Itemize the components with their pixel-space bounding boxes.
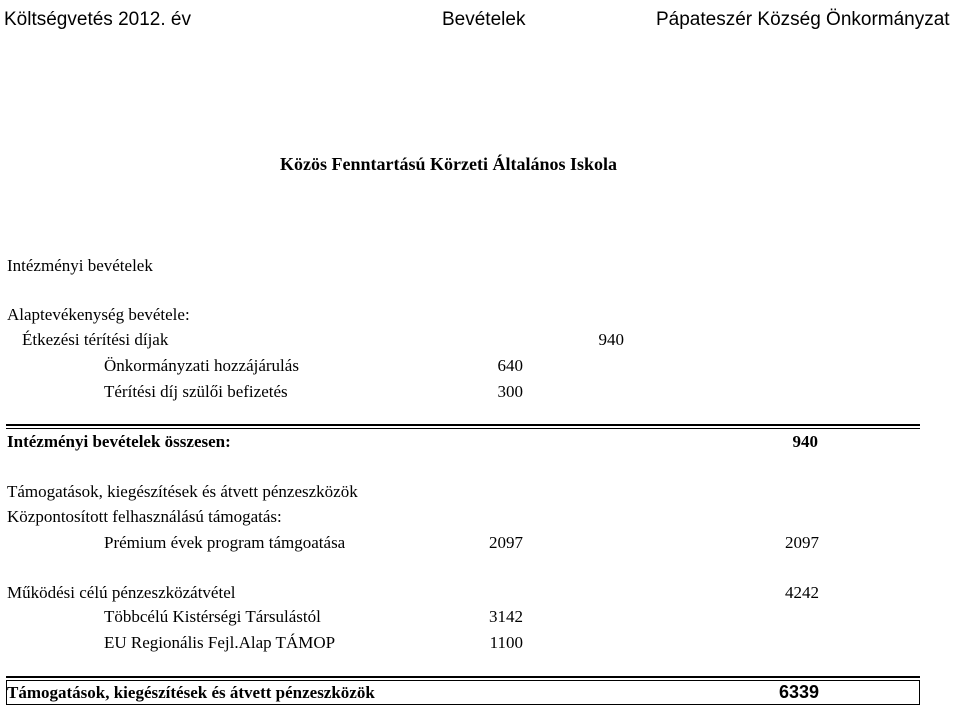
municipality-header: Pápateszér Község Önkormányzat: [656, 9, 950, 30]
total-divider: [6, 424, 920, 426]
line-item-label: Önkormányzati hozzájárulás: [104, 356, 299, 375]
frame-left: [6, 680, 7, 705]
institution-title: Közös Fenntartású Körzeti Általános Iskola: [280, 154, 617, 174]
line-item-label: EU Regionális Fejl.Alap TÁMOP: [104, 633, 336, 652]
line-item-value: 1100: [489, 633, 523, 652]
line-item-label: Térítési díj szülői befizetés: [104, 382, 288, 401]
meal-fees-label: Étkezési térítési díjak: [22, 330, 169, 349]
line-item-total: 2097: [785, 533, 819, 552]
line-item-value: 2097: [489, 533, 523, 552]
meal-fees-value: 940: [598, 330, 624, 349]
core-activity-heading: Alaptevékenység bevétele:: [7, 305, 190, 324]
budget-year-header: Költségvetés 2012. év: [4, 9, 191, 30]
line-item-value: 3142: [489, 607, 523, 626]
grants-total-value: 6339: [778, 682, 819, 702]
line-item-label: Többcélú Kistérségi Társulástól: [104, 607, 321, 626]
total-divider: [6, 676, 920, 678]
grants-total-label: Támogatások, kiegészítések és átvett pénzeszközök: [7, 683, 375, 702]
bottom-rule: [6, 704, 920, 705]
operating-transfer-total: 4242: [785, 583, 819, 602]
operating-transfer-heading: Működési célú pénzeszközátvétel: [7, 583, 236, 602]
line-item-label: Prémium évek program támgoatása: [104, 533, 346, 552]
central-grant-heading: Központosított felhasználású támogatás:: [7, 507, 282, 526]
frame-right: [919, 680, 920, 705]
line-item-value: 640: [497, 356, 523, 375]
institution-total-value: 940: [792, 432, 818, 451]
section-title: Intézményi bevételek: [7, 256, 153, 275]
total-divider: [6, 428, 920, 429]
document-type-header: Bevételek: [442, 9, 526, 30]
grants-heading: Támogatások, kiegészítések és átvett pénzeszközök: [7, 482, 358, 501]
total-divider: [6, 680, 920, 681]
institution-total-label: Intézményi bevételek összesen:: [7, 432, 231, 451]
line-item-value: 300: [497, 382, 523, 401]
